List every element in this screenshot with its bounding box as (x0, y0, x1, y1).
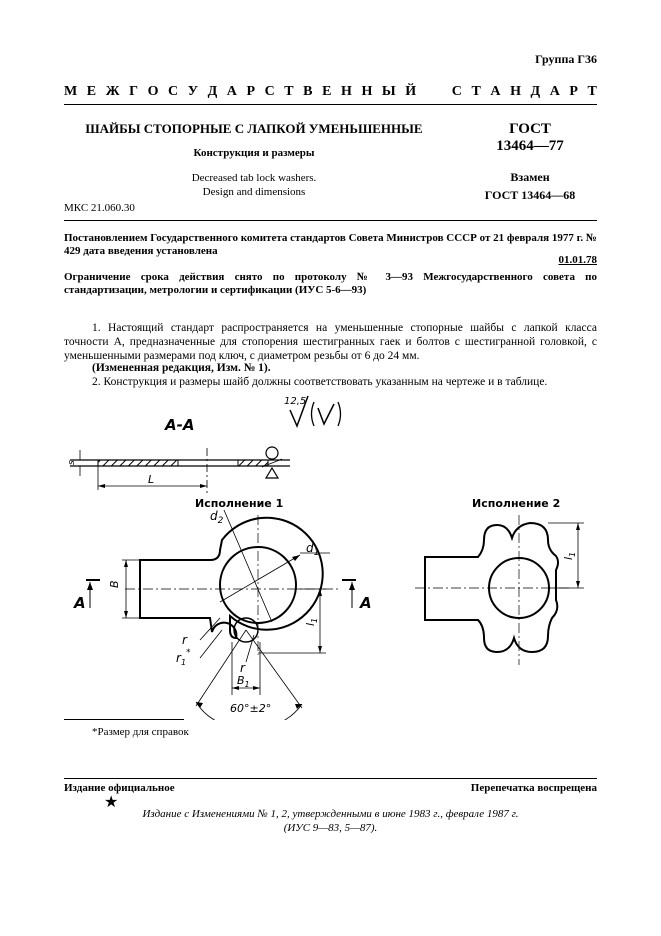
star-icon: ★ (104, 794, 119, 811)
section-hatch-right (238, 460, 268, 466)
interstate-letter: С (168, 84, 179, 99)
introduction-date: 01.01.78 (558, 254, 597, 266)
interstate-letter: Д (530, 84, 541, 99)
surface-circle-icon (266, 447, 278, 459)
edition-note (64, 807, 597, 835)
footnote: *Размер для справок (92, 726, 189, 738)
r-label: r (182, 633, 187, 647)
gost-number (470, 121, 590, 155)
interstate-letter: Г (129, 84, 139, 99)
interstate-letter: А (490, 84, 501, 99)
thickness-label: s (67, 460, 77, 465)
interstate-letter: У (187, 84, 198, 99)
interstate-letter: Т (471, 84, 481, 99)
b1-label: $B_1$ (237, 674, 250, 689)
d1-label: $d_1$ (306, 541, 320, 558)
interstate-letter: Т (284, 84, 294, 99)
interstate-letter: Р (246, 84, 256, 99)
interstate-letter (439, 84, 443, 100)
replaces-label: Взамен (510, 170, 550, 184)
header-rule (64, 104, 597, 105)
group-code: Группа Г36 (535, 52, 597, 66)
b-label: B (108, 580, 121, 588)
footer-rule (64, 778, 597, 779)
surface-triangle-icon (266, 468, 278, 478)
section-marker-right: А (360, 594, 372, 612)
interstate-letter: Т (587, 84, 597, 99)
interstate-letter: Н (361, 84, 373, 99)
replaces-value: ГОСТ 13464—68 (484, 188, 576, 202)
length-label: L (148, 473, 155, 486)
roughness-check-small-icon (318, 404, 334, 424)
mks-code: МКС 21.060.30 (64, 202, 135, 214)
interstate-letter: С (264, 84, 275, 99)
english-title (64, 171, 444, 199)
edition-note-line2: (ИУС 9—83, 5—87). (283, 822, 378, 834)
interstate-letter: Е (86, 84, 97, 99)
interstate-letter: О (147, 84, 159, 99)
document-subtitle: Конструкция и размеры (193, 147, 315, 159)
paragraph-1-note: (Измененная редакция, Изм. № 1). (92, 362, 271, 374)
interstate-standard-heading (64, 84, 597, 100)
r2-label: r (240, 661, 245, 675)
english-title-line2: Design and dimensions (202, 186, 306, 198)
d2-label: $d_2$ (210, 509, 224, 526)
decree-text: Постановлением Государственного комитета стандартов Совета Министров СССР от 21 февраля 1977 г. № 429 дата введения установлена (64, 232, 597, 257)
validity-limit-text: Ограничение срока действия снято по протоколу № 3—93 Межгосударственного совета по стандартизации, метрологии и сертификации (ИУС 5-6—93) (64, 271, 597, 296)
l1-label-v2: $l_1$ (562, 551, 577, 560)
variant-2-view (415, 497, 584, 665)
title-rule (64, 220, 597, 221)
l1-label: $l_1$ (304, 617, 319, 626)
interstate-letter: Н (510, 84, 521, 99)
washer-drawing (0, 390, 661, 720)
interstate-letter: М (64, 84, 78, 99)
interstate-letter: Ы (381, 84, 396, 99)
interstate-letter: Й (405, 84, 417, 99)
edition-note-line1: Издание с Изменениями № 1, 2, утвержденными в июне 1983 г., феврале 1987 г. (142, 808, 519, 820)
interstate-letter: Р (569, 84, 578, 99)
angle-label: 60°±2° (230, 702, 272, 715)
interstate-letter (426, 84, 430, 100)
roughness-paren-right (338, 402, 341, 426)
variant-2-label: Исполнение 2 (472, 497, 561, 510)
interstate-letter: Ж (105, 84, 120, 99)
roughness-paren-left (312, 402, 315, 426)
paragraph-1: 1. Настоящий стандарт распространяется на уменьшенные стопорные шайбы с лапкой класса точности А, предназначенные для стопорения шестигранных гаек и болтов с шестигранной головкой, с уменьшенными размерами под ключ, с диаметром резьбы от 6 до 24 мм. (64, 322, 597, 362)
interstate-letter: Е (322, 84, 332, 99)
interstate-letter: Н (340, 84, 352, 99)
document-title: ШАЙБЫ СТОПОРНЫЕ С ЛАПКОЙ УМЕНЬШЕННЫЕ (85, 121, 423, 136)
footnote-rule (64, 719, 184, 720)
section-view (67, 416, 290, 494)
gost-label: ГОСТ (509, 121, 551, 137)
section-hatch-left (98, 460, 178, 466)
english-title-line1: Decreased tab lock washers. (191, 172, 317, 184)
interstate-letter: А (549, 84, 560, 99)
interstate-letter: В (303, 84, 313, 99)
section-label: А-А (165, 416, 195, 434)
variant-1-label: Исполнение 1 (195, 497, 284, 510)
reprint-prohibited: Перепечатка воспрещена (470, 782, 597, 794)
replaces-block (470, 168, 590, 204)
washer-outline-2 (425, 523, 558, 652)
gost-code: 13464—77 (496, 138, 564, 154)
interstate-letter: С (451, 84, 462, 99)
official-edition: Издание официальное (64, 782, 175, 794)
paragraph-2: 2. Конструкция и размеры шайб должны соответствовать указанным на чертеже и в таблице. (92, 376, 548, 388)
roughness-value: 12,5 (284, 396, 307, 407)
variant-1-view (108, 497, 340, 720)
interstate-letter: Д (207, 84, 218, 99)
roughness-mark (284, 396, 341, 426)
r1-label: $r_1^*$ (176, 648, 191, 667)
section-marker-left: А (74, 594, 86, 612)
interstate-letter: А (226, 84, 237, 99)
